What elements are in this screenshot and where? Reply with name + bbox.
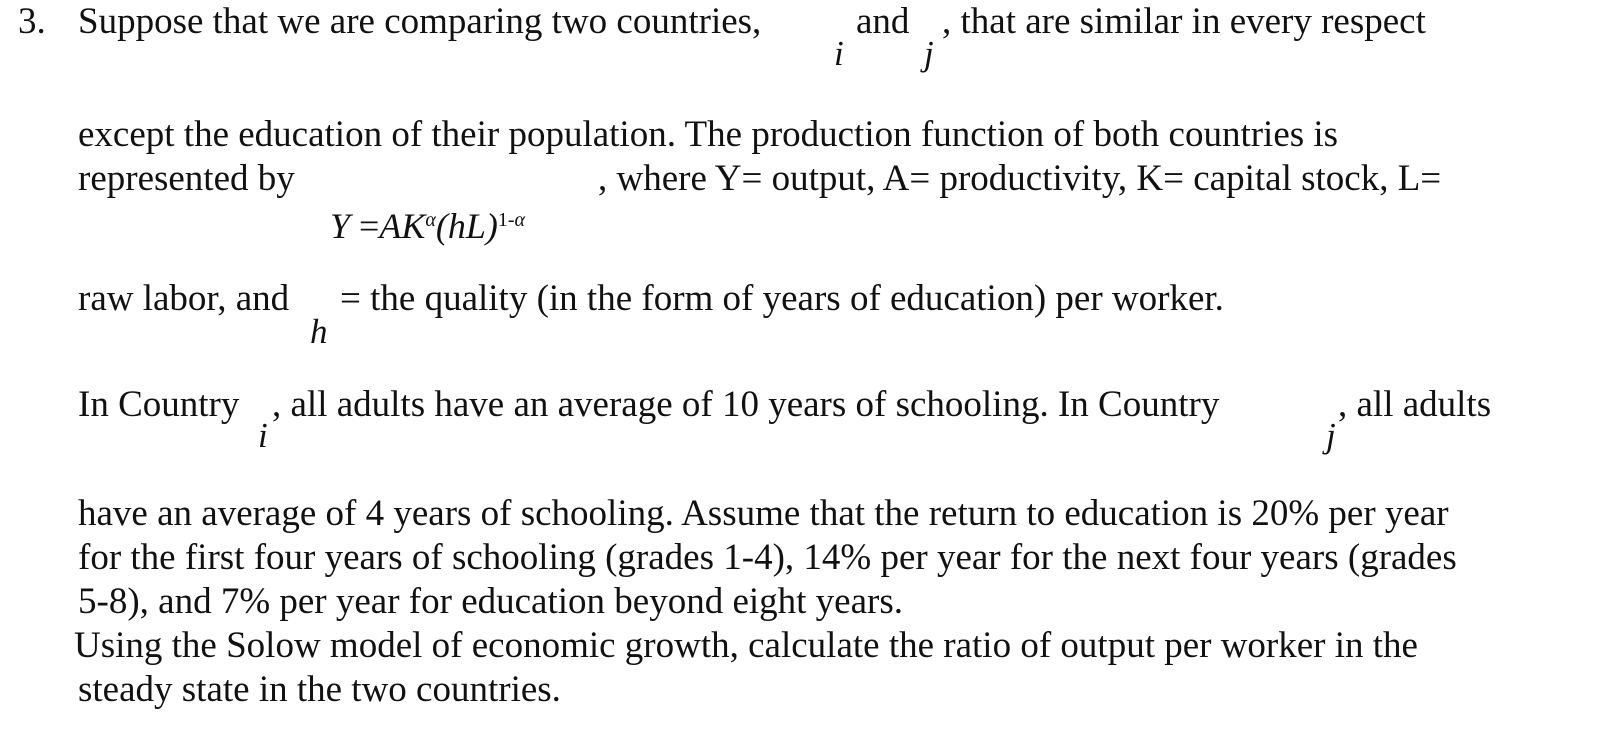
question-text-line5c: , all adults <box>1338 384 1492 425</box>
formula-k: K <box>401 206 426 246</box>
formula-equals: = <box>359 206 380 246</box>
question-text-line4b: = the quality (in the form of years of education) per worker. <box>340 278 1224 319</box>
question-number: 3. <box>18 1 46 42</box>
question-text-line9: Using the Solow model of economic growth, calculate the ratio of output per worker in the <box>74 625 1418 666</box>
question-text-line1b: and <box>856 1 910 42</box>
variable-j: j <box>924 34 934 73</box>
question-text-line4a: raw labor, and <box>78 278 290 319</box>
question-text-line5a: In Country <box>78 384 240 425</box>
question-text-line7: for the first four years of schooling (grades 1-4), 14% per year for the next four years (grades <box>78 537 1457 578</box>
question-text-line10: steady state in the two countries. <box>78 669 561 710</box>
formula-alpha-2: α <box>514 209 526 231</box>
question-text-line8: 5-8), and 7% per year for education beyond eight years. <box>78 581 903 622</box>
question-text-line5b: , all adults have an average of 10 years of schooling. In Country <box>272 384 1220 425</box>
variable-h: h <box>310 312 328 351</box>
variable-i-2: i <box>258 416 268 455</box>
question-text-line6: have an average of 4 years of schooling. Assume that the return to education is 20% per year <box>78 493 1449 534</box>
variable-i: i <box>834 34 844 73</box>
question-text-line3b: , where Y= output, A= productivity, K= capital stock, L= <box>598 158 1442 199</box>
formula-a: A <box>379 206 402 246</box>
question-text-line1a: Suppose that we are comparing two countries, <box>78 1 762 42</box>
formula-y: Y <box>330 206 351 246</box>
question-text-line2: except the education of their population. The production function of both countries is <box>78 114 1339 155</box>
formula-hl: (hL) <box>435 206 498 246</box>
formula-alpha-exponent: α <box>425 209 436 231</box>
formula-one-minus: 1- <box>497 209 515 231</box>
production-function-formula <box>330 206 525 246</box>
question-text-line3a: represented by <box>78 158 295 199</box>
variable-j-2: j <box>1326 416 1336 455</box>
question-text-line1c: , that are similar in every respect <box>942 1 1426 42</box>
